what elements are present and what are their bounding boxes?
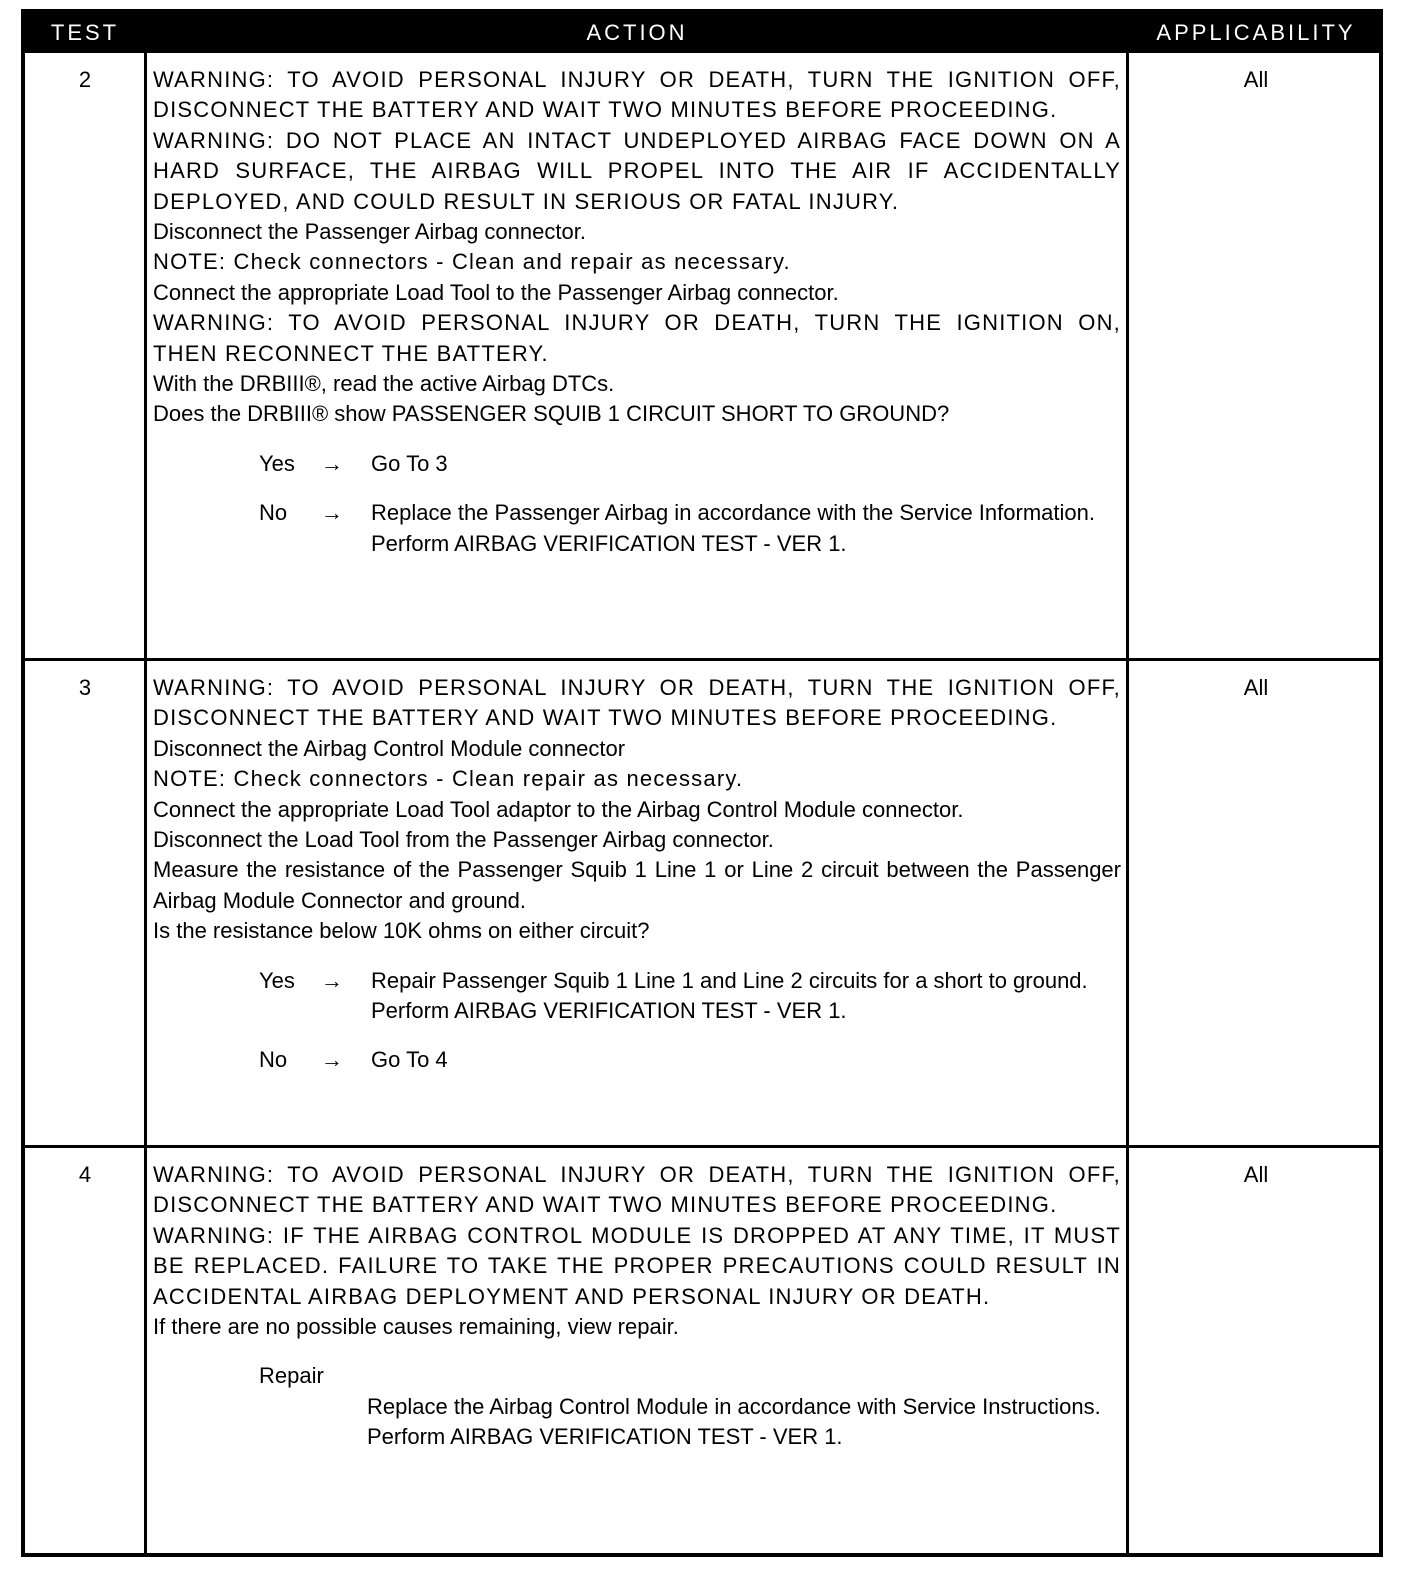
applicability-value: All: [1243, 67, 1269, 92]
branch-text: Go To 3: [371, 450, 448, 476]
header-test: TEST: [50, 20, 120, 45]
no-branch: [153, 1045, 1121, 1075]
no-label: No: [259, 1047, 288, 1073]
yes-label: Yes: [259, 450, 295, 476]
branch-text: Repair Passenger Squib 1 Line 1 and Line 2 circuits for a short to ground.: [371, 967, 1088, 993]
test-number: 3: [78, 675, 92, 700]
branch-text: Perform AIRBAG VERIFICATION TEST - VER 1.: [371, 998, 847, 1024]
step-text: Disconnect the Load Tool from the Passenger Airbag connector.: [153, 827, 774, 853]
applicability-value: All: [1243, 675, 1269, 700]
warning-text: WARNING: TO AVOID PERSONAL INJURY OR DEATH, TURN THE IGNITION ON, THEN RECONNECT THE BATTERY.: [153, 310, 1121, 366]
arrow-right-icon: →: [321, 967, 343, 993]
applicability-value: All: [1243, 1162, 1269, 1187]
table-row: [25, 661, 1379, 1145]
warning-text: WARNING: TO AVOID PERSONAL INJURY OR DEATH, TURN THE IGNITION OFF, DISCONNECT THE BATTERY AND WAIT TWO MINUTES BEFORE PROCEEDING.: [153, 67, 1121, 123]
note-text: NOTE: Check connectors - Clean and repair as necessary.: [153, 249, 791, 275]
diagnostic-test-table: [21, 9, 1383, 1557]
repair-text: Perform AIRBAG VERIFICATION TEST - VER 1.: [367, 1424, 843, 1450]
header-applicability: APPLICABILITY: [1156, 20, 1356, 45]
step-text: With the DRBIII®, read the active Airbag DTCs.: [153, 371, 615, 397]
action-cell: [153, 1160, 1121, 1453]
repair-text: Replace the Airbag Control Module in accordance with Service Instructions.: [367, 1393, 1101, 1419]
table-row: [25, 53, 1379, 658]
arrow-right-icon: →: [321, 1047, 343, 1073]
table-header: [25, 13, 1379, 53]
arrow-right-icon: →: [321, 450, 343, 476]
step-text: Connect the appropriate Load Tool adaptor to the Airbag Control Module connector.: [153, 796, 964, 822]
test-number: 4: [78, 1162, 92, 1187]
note-text: NOTE: Check connectors - Clean repair as necessary.: [153, 766, 744, 792]
question-text: Does the DRBIII® show PASSENGER SQUIB 1 CIRCUIT SHORT TO GROUND?: [153, 401, 950, 427]
repair-instructions: [367, 1392, 1121, 1453]
step-text: If there are no possible causes remaining, view repair.: [153, 1314, 679, 1340]
step-text: Measure the resistance of the Passenger Squib 1 Line 1 or Line 2 circuit between the Passenger Airbag Module Connector and ground.: [153, 857, 1121, 913]
yes-branch: [153, 449, 1121, 479]
step-text: Connect the appropriate Load Tool to the Passenger Airbag connector.: [153, 279, 839, 305]
step-text: Disconnect the Passenger Airbag connector.: [153, 219, 586, 245]
action-cell: [153, 65, 1121, 559]
branch-text: Replace the Passenger Airbag in accordance with the Service Information.: [371, 500, 1095, 526]
branch-text: Go To 4: [371, 1047, 448, 1073]
yes-label: Yes: [259, 967, 295, 993]
branch-text: Perform AIRBAG VERIFICATION TEST - VER 1.: [371, 530, 847, 556]
warning-text: WARNING: DO NOT PLACE AN INTACT UNDEPLOYED AIRBAG FACE DOWN ON A HARD SURFACE, THE AIRBAG WILL PROPEL INTO THE AIR IF ACCIDENTALLY DEPLOYED, AND COULD RESULT IN SERIOUS OR FATAL INJURY.: [153, 127, 1121, 214]
arrow-right-icon: →: [321, 500, 343, 526]
warning-text: WARNING: TO AVOID PERSONAL INJURY OR DEATH, TURN THE IGNITION OFF, DISCONNECT THE BATTERY AND WAIT TWO MINUTES BEFORE PROCEEDING.: [153, 675, 1121, 731]
step-text: Disconnect the Airbag Control Module connector: [153, 735, 626, 761]
warning-text: WARNING: IF THE AIRBAG CONTROL MODULE IS DROPPED AT ANY TIME, IT MUST BE REPLACED. FAILURE TO TAKE THE PROPER PRECAUTIONS COULD RESULT IN ACCIDENTAL AIRBAG DEPLOYMENT AND PERSONAL INJURY OR DEATH.: [153, 1222, 1121, 1309]
no-label: No: [259, 500, 288, 526]
no-branch: [153, 498, 1121, 559]
warning-text: WARNING: TO AVOID PERSONAL INJURY OR DEATH, TURN THE IGNITION OFF, DISCONNECT THE BATTERY AND WAIT TWO MINUTES BEFORE PROCEEDING.: [153, 1162, 1121, 1218]
question-text: Is the resistance below 10K ohms on either circuit?: [153, 918, 650, 944]
test-number: 2: [78, 67, 92, 92]
repair-label: Repair: [259, 1363, 324, 1389]
header-action: ACTION: [586, 20, 688, 45]
table-row: [25, 1148, 1379, 1553]
yes-branch: [153, 966, 1121, 1027]
action-cell: [153, 673, 1121, 1076]
